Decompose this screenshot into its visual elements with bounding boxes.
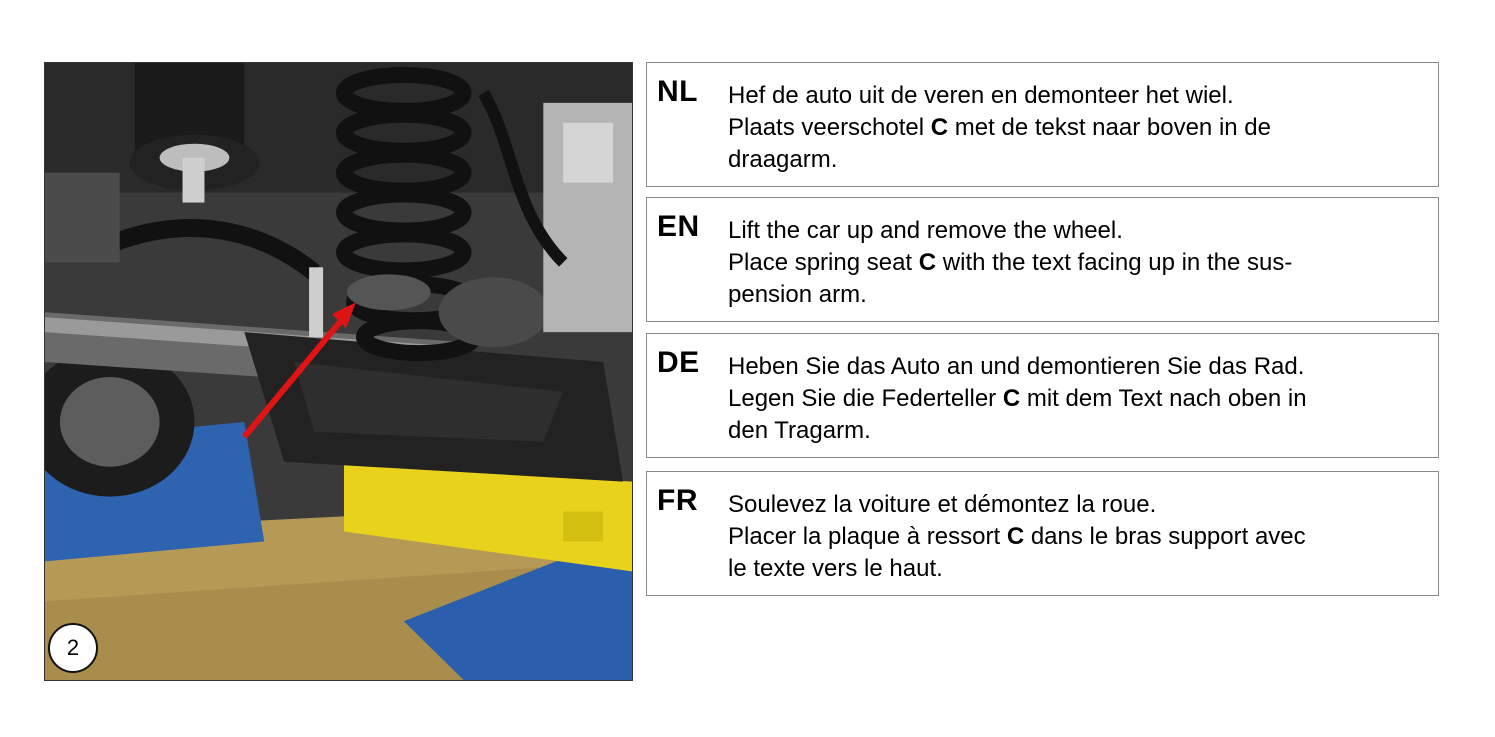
instruction-line — [728, 112, 1426, 144]
line-text: dans le bras support avec — [1024, 523, 1306, 550]
instruction-box-de — [646, 333, 1439, 458]
line-text: with the text facing up in the sus- — [936, 249, 1293, 276]
line-text: Placer la plaque à ressort — [728, 523, 1007, 550]
instruction-line — [728, 279, 1426, 311]
instruction-line — [728, 215, 1426, 247]
part-label: C — [1002, 385, 1021, 412]
instruction-line — [728, 489, 1426, 521]
language-code: EN — [657, 210, 700, 243]
language-code: FR — [657, 484, 698, 517]
line-text: Legen Sie die Federteller — [728, 385, 1003, 412]
part-label: C — [930, 114, 949, 141]
step-number-badge: 2 — [48, 623, 98, 673]
line-text: le texte vers le haut. — [728, 555, 943, 582]
line-text: Plaats veerschotel — [728, 114, 931, 141]
language-code: NL — [657, 75, 698, 108]
instruction-line — [728, 144, 1426, 176]
instruction-box-fr — [646, 471, 1439, 596]
line-text: met de tekst naar boven in de — [948, 114, 1271, 141]
instruction-line — [728, 553, 1426, 585]
suspension-photo — [44, 62, 633, 681]
line-text: draagarm. — [728, 146, 838, 173]
language-code: DE — [657, 346, 700, 379]
instruction-line — [728, 521, 1426, 553]
instruction-line — [728, 383, 1426, 415]
instruction-line — [728, 80, 1426, 112]
line-text: Heben Sie das Auto an und demontieren Sie das Rad. — [728, 353, 1305, 380]
line-text: Place spring seat — [728, 249, 919, 276]
part-label: C — [918, 249, 937, 276]
line-text: mit dem Text nach oben in — [1020, 385, 1307, 412]
instruction-line — [728, 415, 1426, 447]
line-text: den Tragarm. — [728, 417, 871, 444]
part-label: C — [1006, 523, 1025, 550]
instruction-line — [728, 351, 1426, 383]
instruction-box-nl — [646, 62, 1439, 187]
instruction-text — [728, 351, 1426, 447]
suspension-photo-illustration — [45, 63, 632, 680]
instruction-box-en — [646, 197, 1439, 322]
instruction-line — [728, 247, 1426, 279]
instruction-text — [728, 80, 1426, 176]
instruction-text — [728, 215, 1426, 311]
line-text: pension arm. — [728, 281, 867, 308]
line-text: Soulevez la voiture et démontez la roue. — [728, 491, 1157, 518]
instruction-text — [728, 489, 1426, 585]
line-text: Hef de auto uit de veren en demonteer het wiel. — [728, 82, 1234, 109]
line-text: Lift the car up and remove the wheel. — [728, 217, 1123, 244]
